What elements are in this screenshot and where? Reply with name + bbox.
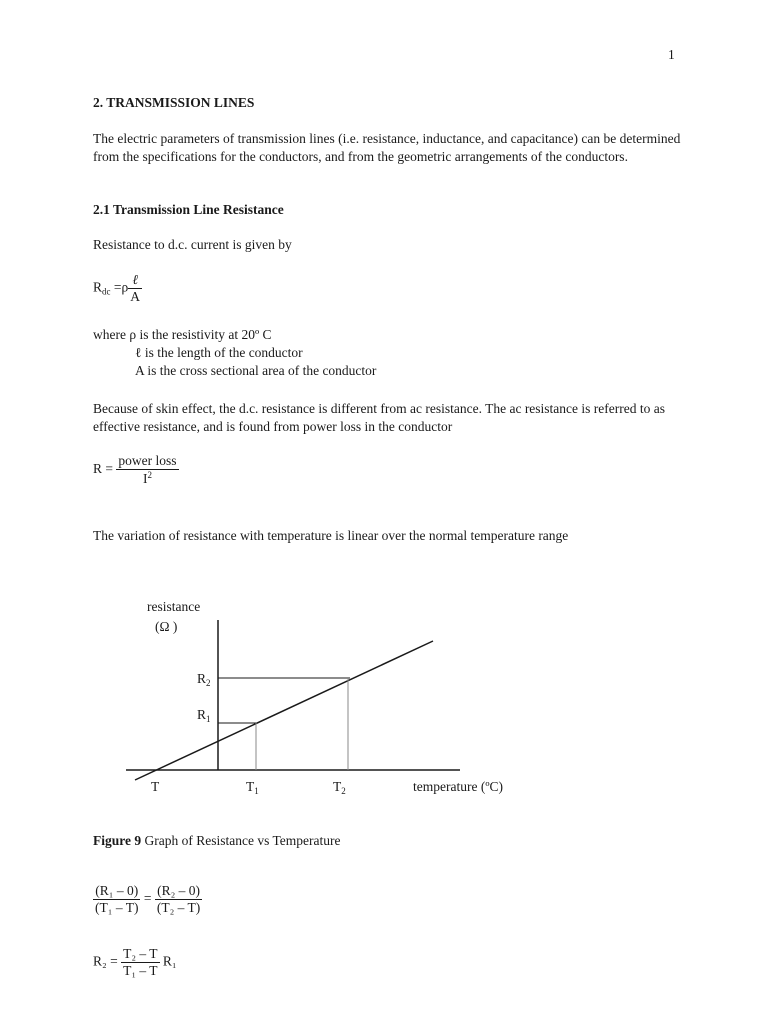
t-tick-label: T	[151, 779, 160, 794]
where-line-3: A is the cross sectional area of the conductor	[135, 363, 377, 378]
eq-power-den: $I^2$	[116, 469, 178, 487]
eq-r2-den: T₁ – T	[123, 963, 158, 978]
eq-rdc-lhs-sub: dc	[102, 286, 111, 297]
eq-r2-rhs: R₁	[162, 953, 177, 969]
eq-ratio-equals: =	[143, 890, 152, 906]
eq-r2-lhs: R₂ =	[93, 953, 118, 969]
eq-ratio-right-num: (R₂ – 0)	[157, 883, 201, 898]
r2-tick-label: $R_2$	[197, 671, 211, 688]
page-number: 1	[668, 47, 675, 62]
t1-tick-label: $T_1$	[246, 779, 259, 796]
eq-r2-fraction	[121, 946, 159, 979]
figure-caption-text: Graph of Resistance vs Temperature	[141, 833, 341, 848]
dc-intro-text: Resistance to d.c. current is given by	[93, 237, 292, 252]
figure-caption-label: Figure 9	[93, 833, 142, 848]
y-axis-label-line1: resistance	[147, 599, 201, 614]
eq-power-num: power loss	[118, 453, 177, 468]
resistance-line	[135, 641, 433, 780]
where-line-1: where ρ is the resistivity at 20º C	[93, 327, 272, 342]
eq-rdc-equals: =ρ	[113, 279, 129, 295]
equation-ratio	[93, 883, 202, 916]
eq-ratio-left	[93, 883, 140, 916]
eq-ratio-right	[155, 883, 202, 916]
intro-paragraph: The electric parameters of transmission lines (i.e. resistance, inductance, and capacitance) can be determined from the specifications for the conductors, and from the geometric arrangements of the conductors.	[93, 131, 681, 164]
eq-r2-num: T₂ – T	[123, 946, 158, 961]
eq-rdc-den: A	[130, 289, 140, 304]
variation-text: The variation of resistance with temperature is linear over the normal temperature range	[93, 528, 569, 543]
section-title: 2. TRANSMISSION LINES	[93, 95, 255, 110]
t2-tick-label: $T_2$	[333, 779, 346, 796]
figure-caption	[93, 833, 341, 849]
eq-rdc-num: ℓ	[132, 272, 138, 287]
equation-r2	[93, 946, 177, 979]
where-line-2: ℓ is the length of the conductor	[135, 345, 303, 360]
x-axis-label: temperature (ºC)	[413, 779, 504, 794]
skin-effect-paragraph: Because of skin effect, the d.c. resistance is different from ac resistance. The ac resistance is referred to as effective resistance, and is found from power loss in the conductor	[93, 401, 665, 434]
subsection-title: 2.1 Transmission Line Resistance	[93, 202, 284, 217]
y-axis-label-line2: (Ω )	[155, 619, 178, 634]
eq-ratio-right-den: (T₂ – T)	[156, 900, 201, 915]
eq-power-lhs: R =	[93, 461, 113, 477]
r1-tick-label: $R_1$	[197, 707, 211, 724]
eq-ratio-left-den: (T₁ – T)	[95, 900, 139, 915]
eq-rdc-lhs: R	[93, 279, 103, 295]
eq-ratio-left-num: (R₁ – 0)	[95, 883, 139, 898]
